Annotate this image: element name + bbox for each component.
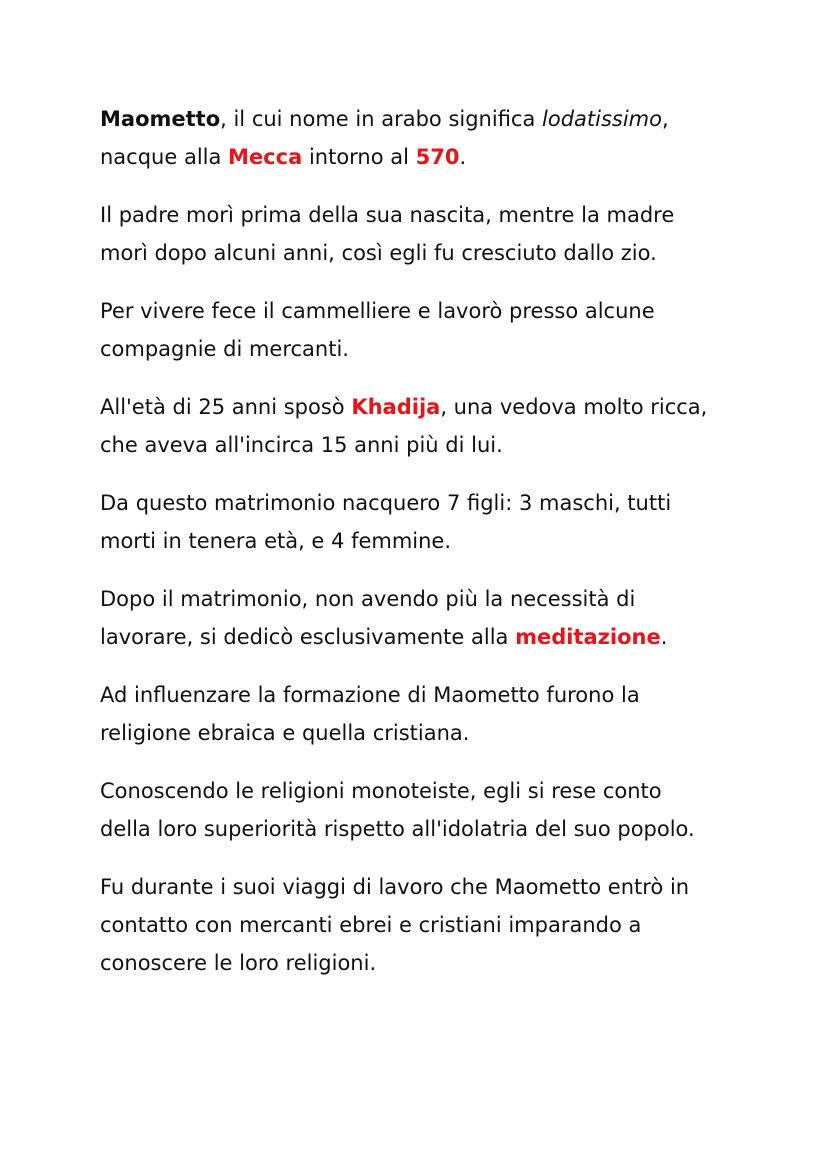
text-run: contatto con mercanti ebrei e cristiani imparando a [100, 913, 642, 937]
highlighted-term: meditazione [515, 625, 661, 649]
italic-text: lodatissimo [542, 107, 662, 131]
text-run: , il cui nome in arabo significa [220, 107, 543, 131]
text-run: nacque alla [100, 145, 229, 169]
text-run: intorno al [302, 145, 416, 169]
bold-text: Maometto [100, 107, 221, 131]
text-run: Ad influenzare la formazione di Maometto furono la [100, 683, 640, 707]
paragraph [100, 292, 760, 368]
document-body [100, 100, 760, 1002]
text-run: Fu durante i suoi viaggi di lavoro che Maometto entrò in [100, 875, 690, 899]
paragraph [100, 772, 760, 848]
paragraph [100, 100, 760, 176]
text-run: compagnie di mercanti. [100, 337, 349, 361]
text-run: Il padre morì prima della sua nascita, mentre la madre [100, 203, 675, 227]
text-run: conoscere le loro religioni. [100, 951, 377, 975]
text-run: della loro superiorità rispetto all'idolatria del suo popolo. [100, 817, 695, 841]
text-run: morì dopo alcuni anni, così egli fu cresciuto dallo zio. [100, 241, 657, 265]
paragraph [100, 196, 760, 272]
highlighted-term: 570 [415, 145, 460, 169]
text-run: religione ebraica e quella cristiana. [100, 721, 470, 745]
text-run: morti in tenera età, e 4 femmine. [100, 529, 452, 553]
paragraph [100, 388, 760, 464]
text-run: , una vedova molto ricca, [440, 395, 708, 419]
text-run: che aveva all'incirca 15 anni più di lui. [100, 433, 503, 457]
text-run: All'età di 25 anni sposò [100, 395, 352, 419]
paragraph [100, 484, 760, 560]
text-run: , [662, 107, 669, 131]
highlighted-term: Khadija [351, 395, 441, 419]
text-run: Dopo il matrimonio, non avendo più la necessità di [100, 587, 636, 611]
text-run: . [660, 625, 668, 649]
text-run: Per vivere fece il cammelliere e lavorò presso alcune [100, 299, 655, 323]
text-run: Conoscendo le religioni monoteiste, egli si rese conto [100, 779, 662, 803]
paragraph [100, 676, 760, 752]
paragraph [100, 868, 760, 982]
text-run: Da questo matrimonio nacquero 7 figli: 3 maschi, tutti [100, 491, 672, 515]
paragraph [100, 580, 760, 656]
text-run: . [459, 145, 467, 169]
highlighted-term: Mecca [228, 145, 303, 169]
text-run: lavorare, si dedicò esclusivamente alla [100, 625, 516, 649]
